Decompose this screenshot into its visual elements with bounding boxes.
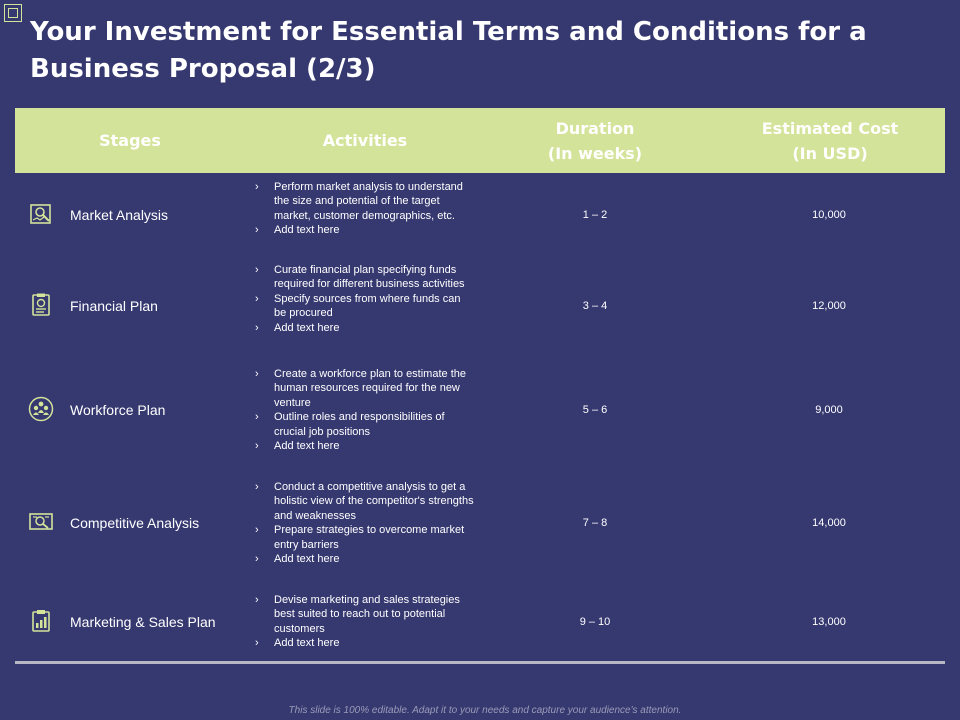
table-row — [15, 354, 945, 464]
slide-title: Your Investment for Essential Terms and Conditions for a Business Proposal (2/3) — [30, 17, 867, 84]
table-row — [15, 580, 945, 660]
activity-item: › Specify sources from where funds can be procured — [255, 292, 475, 321]
activity-list — [255, 263, 475, 335]
activity-item: › Devise marketing and sales strategies best suited to reach out to potential customers — [255, 593, 475, 636]
workforce-plan-icon — [28, 396, 54, 422]
table-bottom-divider — [15, 661, 945, 664]
activity-item: › Create a workforce plan to estimate the human resources required for the new venture — [255, 367, 475, 410]
cost-value: 9,000 — [815, 404, 843, 416]
header-estimated-cost — [745, 108, 915, 173]
table-row — [15, 464, 945, 580]
activity-item: › Add text here — [255, 439, 475, 453]
footer-note: This slide is 100% editable. Adapt it to your needs and capture your audience's attention. — [288, 705, 682, 716]
table-row — [15, 258, 945, 354]
header-activities — [285, 108, 445, 173]
cost-value: 13,000 — [812, 616, 846, 628]
header-duration — [525, 108, 665, 173]
stage-label: Workforce Plan — [70, 402, 166, 418]
duration-value: 3 – 4 — [582, 300, 608, 312]
stage-label: Marketing & Sales Plan — [70, 614, 216, 630]
activity-item: › Perform market analysis to understand the size and potential of the target market, customer demographics, etc. — [255, 180, 475, 223]
header-duration-line1: Duration — [555, 118, 635, 138]
stage-label: Financial Plan — [70, 298, 158, 314]
activity-item: › Add text here — [255, 223, 475, 237]
duration-value: 7 – 8 — [582, 517, 608, 529]
activity-item: › Add text here — [255, 552, 475, 566]
duration-value: 9 – 10 — [579, 616, 611, 628]
activity-item: › Add text here — [255, 321, 475, 335]
header-activities-label: Activities — [322, 131, 408, 150]
header-cost-line1: Estimated Cost — [761, 118, 899, 138]
activity-item: › Outline roles and responsibilities of crucial job positions — [255, 410, 475, 439]
activity-list — [255, 593, 475, 651]
stage-label: Competitive Analysis — [70, 515, 200, 531]
cost-value: 14,000 — [812, 517, 846, 529]
activity-list — [255, 180, 475, 238]
financial-plan-icon — [28, 292, 54, 318]
activity-item: › Add text here — [255, 636, 475, 650]
competitive-analysis-icon — [28, 509, 54, 535]
table-row — [15, 174, 945, 258]
table-header — [15, 108, 945, 173]
marketing-sales-plan-icon — [28, 608, 54, 634]
activity-item: › Prepare strategies to overcome market entry barriers — [255, 523, 475, 552]
header-duration-line2: (In weeks) — [547, 143, 643, 163]
market-analysis-icon — [28, 201, 54, 227]
header-stages — [70, 108, 190, 173]
header-stages-label: Stages — [99, 131, 161, 150]
duration-value: 1 – 2 — [582, 209, 608, 221]
stage-label: Market Analysis — [70, 207, 169, 223]
activity-list — [255, 367, 475, 453]
cost-value: 10,000 — [812, 209, 846, 221]
activity-item: › Conduct a competitive analysis to get a holistic view of the competitor's strengths and weaknesses — [255, 480, 475, 523]
slide-corner-decoration — [4, 4, 22, 22]
cost-value: 12,000 — [812, 300, 846, 312]
activity-item: › Curate financial plan specifying funds required for different business activities — [255, 263, 475, 292]
duration-value: 5 – 6 — [582, 404, 608, 416]
activity-list — [255, 480, 475, 566]
header-cost-line2: (In USD) — [792, 143, 868, 163]
